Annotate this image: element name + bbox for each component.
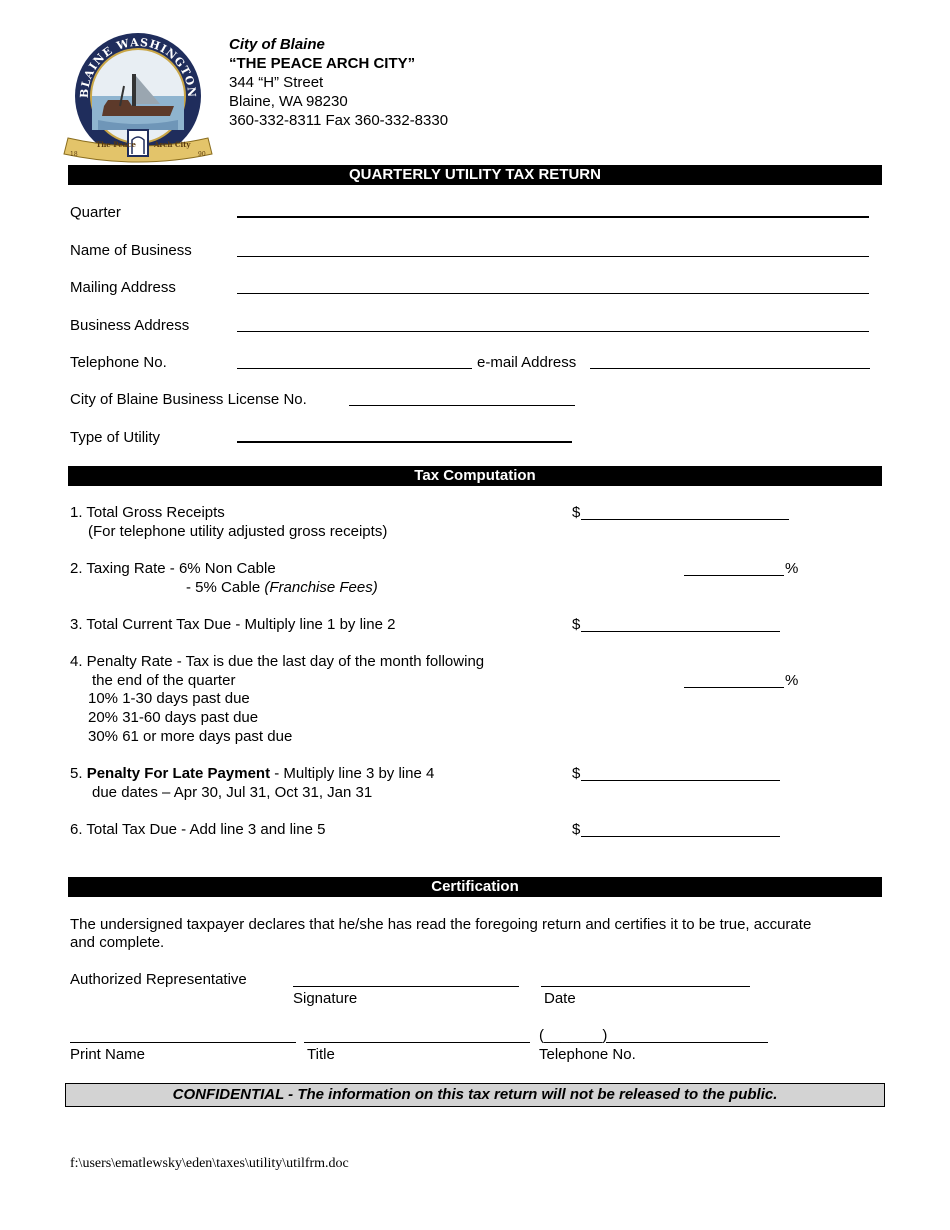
utility-type-label: Type of Utility [70, 429, 161, 446]
telephone-caption: Telephone No. [539, 1046, 636, 1063]
line5-due-dates: due dates – Apr 30, Jul 31, Oct 31, Jan 31 [92, 784, 373, 801]
city-state-zip: Blaine, WA 98230 [229, 93, 348, 110]
cert-statement: The undersigned taxpayer declares that he/she has read the foregoing return and certifies it to be true, accurate [70, 916, 812, 933]
line4-percent: % [785, 672, 799, 689]
phone-area-code[interactable]: (_______) [539, 1027, 608, 1044]
seal-top-text: BLAINE WASHINGTON [77, 35, 199, 99]
title-field[interactable] [304, 1042, 530, 1043]
print-name-field[interactable] [70, 1042, 296, 1043]
business-address-field[interactable] [237, 331, 869, 332]
line2-percent: % [785, 560, 799, 577]
title-caption: Title [307, 1046, 335, 1063]
seal-banner-left: The Peace [96, 140, 136, 149]
telephone-label: Telephone No. [70, 354, 167, 371]
utility-type-field[interactable] [237, 441, 572, 443]
email-field[interactable] [590, 368, 870, 369]
business-name-field[interactable] [237, 256, 869, 257]
city-name: City of Blaine [229, 36, 325, 53]
line4-tier3: 30% 61 or more days past due [88, 728, 293, 745]
line1-note: (For telephone utility adjusted gross receipts) [88, 523, 388, 540]
license-label: City of Blaine Business License No. [70, 391, 307, 408]
line5-amount-field[interactable] [581, 780, 780, 781]
line4-rate-field[interactable] [684, 687, 784, 688]
line4-label: 4. Penalty Rate - Tax is due the last day of the month following [70, 653, 485, 670]
seal-year-left: 18 [70, 151, 78, 158]
mailing-address-label: Mailing Address [70, 279, 176, 296]
print-name-caption: Print Name [70, 1046, 146, 1063]
file-path-footer: f:\users\ematlewsky\eden\taxes\utility\utilfrm.doc [70, 1156, 349, 1171]
confidential-notice: CONFIDENTIAL - The information on this tax return will not be released to the public. [65, 1083, 885, 1107]
phone-number-field[interactable] [606, 1042, 768, 1043]
city-street: 344 “H” Street [229, 74, 324, 91]
city-motto: “THE PEACE ARCH CITY” [229, 55, 416, 72]
line5-label: 5. Penalty For Late Payment - Multiply line 3 by line 4 [70, 765, 435, 782]
date-field[interactable] [541, 986, 750, 987]
line6-label: 6. Total Tax Due - Add line 3 and line 5 [70, 821, 326, 838]
line5-dollar: $ [572, 765, 581, 782]
tax-computation-bar: Tax Computation [68, 466, 882, 486]
line4-note: the end of the quarter [92, 672, 236, 689]
line3-amount-field[interactable] [581, 631, 780, 632]
line1-dollar: $ [572, 504, 581, 521]
signature-field[interactable] [293, 986, 519, 987]
seal-year-right: 90 [198, 151, 206, 158]
quarter-field[interactable] [237, 216, 869, 218]
line6-amount-field[interactable] [581, 836, 780, 837]
cert-statement-cont: and complete. [70, 934, 165, 951]
line2-label: 2. Taxing Rate - 6% Non Cable [70, 560, 276, 577]
line2-cable-rate: - 5% Cable (Franchise Fees) [186, 579, 378, 596]
city-phone-fax: 360-332-8311 Fax 360-332-8330 [229, 112, 449, 129]
seal-banner-right: Arch City [154, 140, 191, 149]
form-title-bar: QUARTERLY UTILITY TAX RETURN [68, 165, 882, 185]
telephone-field[interactable] [237, 368, 472, 369]
line4-tier2: 20% 31-60 days past due [88, 709, 259, 726]
city-seal-logo [62, 30, 214, 168]
license-field[interactable] [349, 405, 575, 406]
line1-amount-field[interactable] [581, 519, 789, 520]
date-caption: Date [544, 990, 576, 1007]
signature-caption: Signature [293, 990, 358, 1007]
line6-dollar: $ [572, 821, 581, 838]
email-label: e-mail Address [477, 354, 577, 371]
business-name-label: Name of Business [70, 242, 192, 259]
line4-tier1: 10% 1-30 days past due [88, 690, 250, 707]
business-address-label: Business Address [70, 317, 190, 334]
line3-dollar: $ [572, 616, 581, 633]
mailing-address-field[interactable] [237, 293, 869, 294]
line3-label: 3. Total Current Tax Due - Multiply line 1 by line 2 [70, 616, 396, 633]
quarter-label: Quarter [70, 204, 121, 221]
certification-bar: Certification [68, 877, 882, 897]
auth-rep-label: Authorized Representative [70, 971, 247, 988]
line2-rate-field[interactable] [684, 575, 784, 576]
line1-label: 1. Total Gross Receipts [70, 504, 225, 521]
